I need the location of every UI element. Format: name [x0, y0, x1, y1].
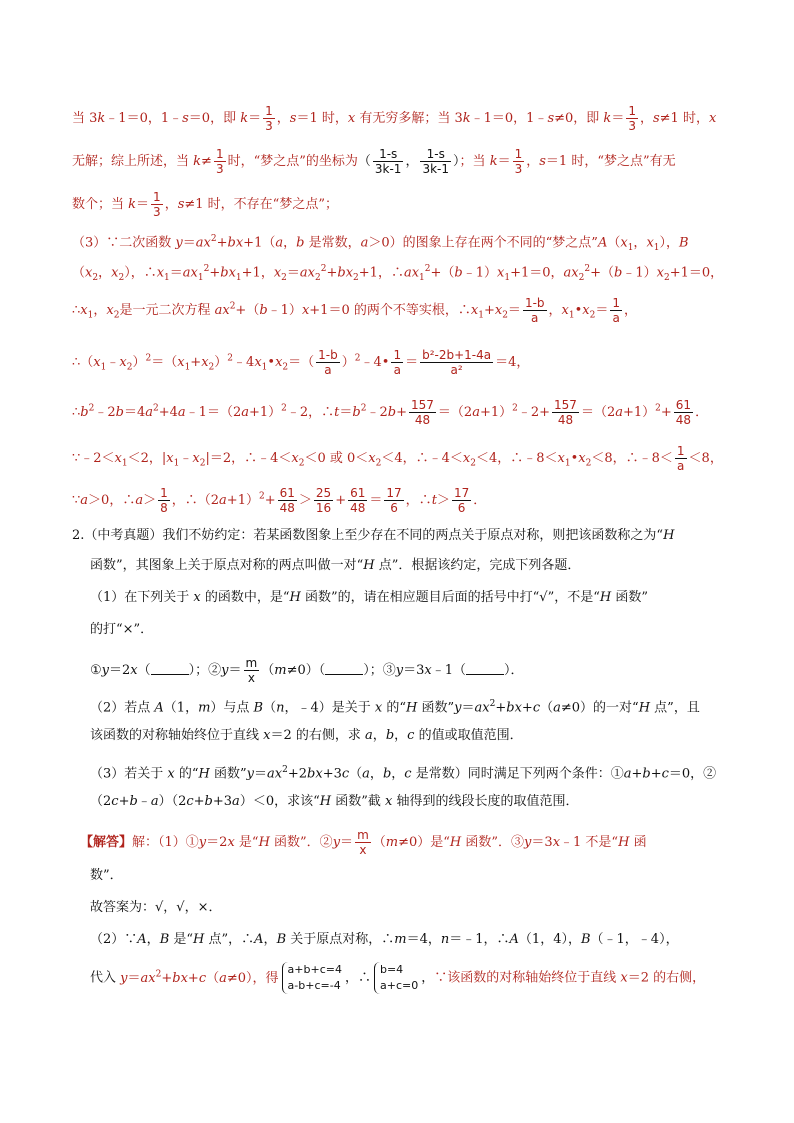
fraction: $\frac{1-s}{3k-1}$ [374, 147, 402, 176]
fraction: $\frac{1}{8}$ [160, 486, 168, 515]
answer-line-4: （2）∵A，B 是“H 点”，∴A，B 关于原点对称，∴m＝4，n＝﹣1，∴A（1，4），B（﹣1，﹣4）， [90, 932, 679, 947]
fraction: $\frac{17}{6}$ [453, 486, 470, 515]
fraction: $\frac{1-b}{a}$ [318, 348, 338, 377]
answer-line-1: 【解答】解：（1）①y＝2x 是“H 函数”．②y＝ $\frac{m}{x}$ （m≠0）是“H 函数”．③y＝3x﹣1 不是“H 函 [80, 828, 647, 857]
answer-line-5: 代入 $y=ax^2+bx+c(a\ne 0)$，得 a+b+c=4 a-b+c=-4 ，∴ b=4 a+c=0 ，∵该函数的对称轴始终位于直线 x＝2 的右侧， [90, 963, 706, 992]
fraction: $\frac{157}{48}$ [411, 398, 434, 427]
fraction: $\frac{17}{6}$ [386, 486, 402, 515]
answer-blank[interactable] [325, 662, 363, 675]
solution-line-8: $\therefore b^2﹣2b=4a^2+4a﹣1=(2a+1)^2﹣2$，$\therefore t=b^2﹣2b+$ $\frac{157}{48}$ $=(2a+1)^2﹣2+$ $\frac{157}{48}$ $=(2a+1)^2+$ $\frac{61}{48}$ ． [72, 398, 709, 427]
fraction: $\frac{1}{3}$ [265, 104, 273, 133]
fraction: $\frac{61}{48}$ [279, 486, 295, 515]
solution-line-4: （3）∵二次函数 $y=ax^2+bx+1(a$，b 是常数，a＞0）的图象上存在两个不同的“梦之点$”A(x_1$，$x_1$），B [72, 234, 689, 253]
problem-2-line-2: 函数”，其图象上关于原点对称的两点叫做一对“H 点”．根据该约定，完成下列各题． [90, 558, 581, 573]
problem-2-part2-line-2: 该函数的对称轴始终位于直线 x＝2 的右侧，求 a，b，c 的值或取值范围． [90, 728, 523, 743]
answer-blank[interactable] [151, 662, 189, 675]
solution-line-3: 数个；当 k＝ $\frac{1}{3}$ ，s≠1 时，不存在“梦之点”； [72, 190, 338, 219]
fraction: $\frac{1}{a}$ [612, 296, 621, 325]
answer-line-2: 数”． [90, 868, 123, 883]
fraction: $\frac{157}{48}$ [554, 398, 577, 427]
fraction: $\frac{m}{x}$ [357, 828, 369, 857]
equation-system: a+b+c=4 a-b+c=-4 [282, 962, 342, 994]
solution-line-5: （$x_2$，$x_2$），$\therefore x_1=ax_1^2+bx_1+1$，$x_2=ax_2^2+bx_2+1$，$\therefore ax_1^2+(b﹣1)x_1+1=0$，$ax_2^2+(b﹣1)x_2+1=0$， [72, 264, 724, 283]
fraction: $\frac{1}{a}$ [393, 348, 402, 377]
fraction: $\frac{\text{b²-2b+1-4a}}{\text{a²}}$ [422, 348, 492, 377]
solution-line-1: 当 3k﹣1＝0，1﹣s＝0，即 k＝ $\frac{1}{3}$ ，s＝1 时，x 有无穷多解；当 3k﹣1＝0，1﹣s≠0，即 k＝ $\frac{1}{3}$ ，s≠1 时，x [72, 104, 717, 133]
problem-2-part1-line-2: 的打“×”． [90, 622, 154, 637]
problem-2-part3-line-2: （2c+b﹣a）（2c+b+3a）＜0，求该“H 函数”截 x 轴得到的线段长度的取值范围． [90, 794, 579, 809]
fraction: $\frac{61}{48}$ [350, 486, 366, 515]
problem-2-part2-line-1: （2）若点 A（1，m）与点 B（n，﹣4）是关于 x 的“H 函数$”y=ax^2+bx+c(a\ne 0)$的一对“H 点”，且 [90, 699, 700, 716]
answer-blank[interactable] [466, 662, 504, 675]
fraction: $\frac{1-s}{3k-1}$ [422, 147, 450, 176]
fraction: $\frac{1}{3}$ [628, 104, 636, 133]
fraction: $\frac{1}{3}$ [215, 147, 224, 176]
solution-line-6: $\therefore x_1$，$x_2$是一元二次方程 $ax^2+(b﹣1)x+1=0$ 的两个不等实根，$\therefore x_1+x_2=$ $\frac{1-b}{a}$ ，$x_1•x_2=$ $\frac{1}{a}$ ， [72, 296, 638, 325]
fraction: $\frac{61}{48}$ [675, 398, 692, 427]
solution-line-7: $\therefore(x_1﹣x_2)^2=(x_1+x_2)^2﹣4x_1•x_2=$（ $\frac{1-b}{a}$ ）$^2$﹣4• $\frac{1}{a}$ ＝ $\frac{\text{b²-2b+1-4a}}{\text{a²}}$ ＝4， [72, 348, 530, 377]
problem-2-line-1: 2.（中考真题）我们不妨约定：若某函数图象上至少存在不同的两点关于原点对称，则把该函数称之为“H [72, 528, 675, 543]
fraction: $\frac{1}{3}$ [153, 190, 161, 219]
solution-line-9: $\because﹣2<x_1<2$，$|x_1﹣x_2|=2$，$\therefore﹣4<x_2<0$ 或 $0<x_2<4$，$\therefore﹣4<x_2<4$，$\therefore﹣8<x_1•x_2<8$，∴﹣8＜ $\frac{1}{a}$ ＜8， [72, 444, 723, 473]
equation-system: b=4 a+c=0 [374, 962, 418, 994]
fraction: $\frac{1}{a}$ [676, 444, 685, 473]
solution-line-2: 无解；综上所述，当 k≠ $\frac{1}{3}$ 时，“梦之点”的坐标为（ $\frac{1-s}{3k-1}$ ， $\frac{1-s}{3k-1}$ ）；当 k＝ $\frac{1}{3}$ ，s＝1 时，“梦之点”有无 [72, 147, 676, 176]
answer-line-3: 故答案为：√，√，×． [90, 900, 222, 915]
solution-line-10: ∵a＞0，∴a＞ $\frac{1}{8}$ ，$\therefore(2a+1)^2+$ $\frac{61}{48}$ ＞ $\frac{25}{16}$ + $\frac{61}{48}$ ＝ $\frac{17}{6}$ ，∴t＞ $\frac{17}{6}$ ． [72, 486, 487, 515]
fraction: $\frac{1}{3}$ [514, 147, 523, 176]
problem-2-part3-line-1: （3）若关于 x 的“H 函数$”y=ax^2+2bx+3c(a$，b，c 是常数）同时满足下列两个条件：①a+b+c＝0，② [90, 765, 717, 782]
problem-2-part1-line-1: （1）在下列关于 x 的函数中，是“H 函数”的，请在相应题目后面的括号中打“√”，不是“H 函数” [90, 590, 649, 605]
fraction: $\frac{m}{x}$ [245, 656, 258, 685]
fraction: $\frac{1-b}{a}$ [524, 296, 545, 325]
problem-2-options: ①y＝2x（ ）；②y＝ $\frac{m}{x}$ （m≠0）（ ）；③y＝3x﹣1（ ）． [90, 656, 524, 685]
fraction: $\frac{25}{16}$ [315, 486, 332, 515]
